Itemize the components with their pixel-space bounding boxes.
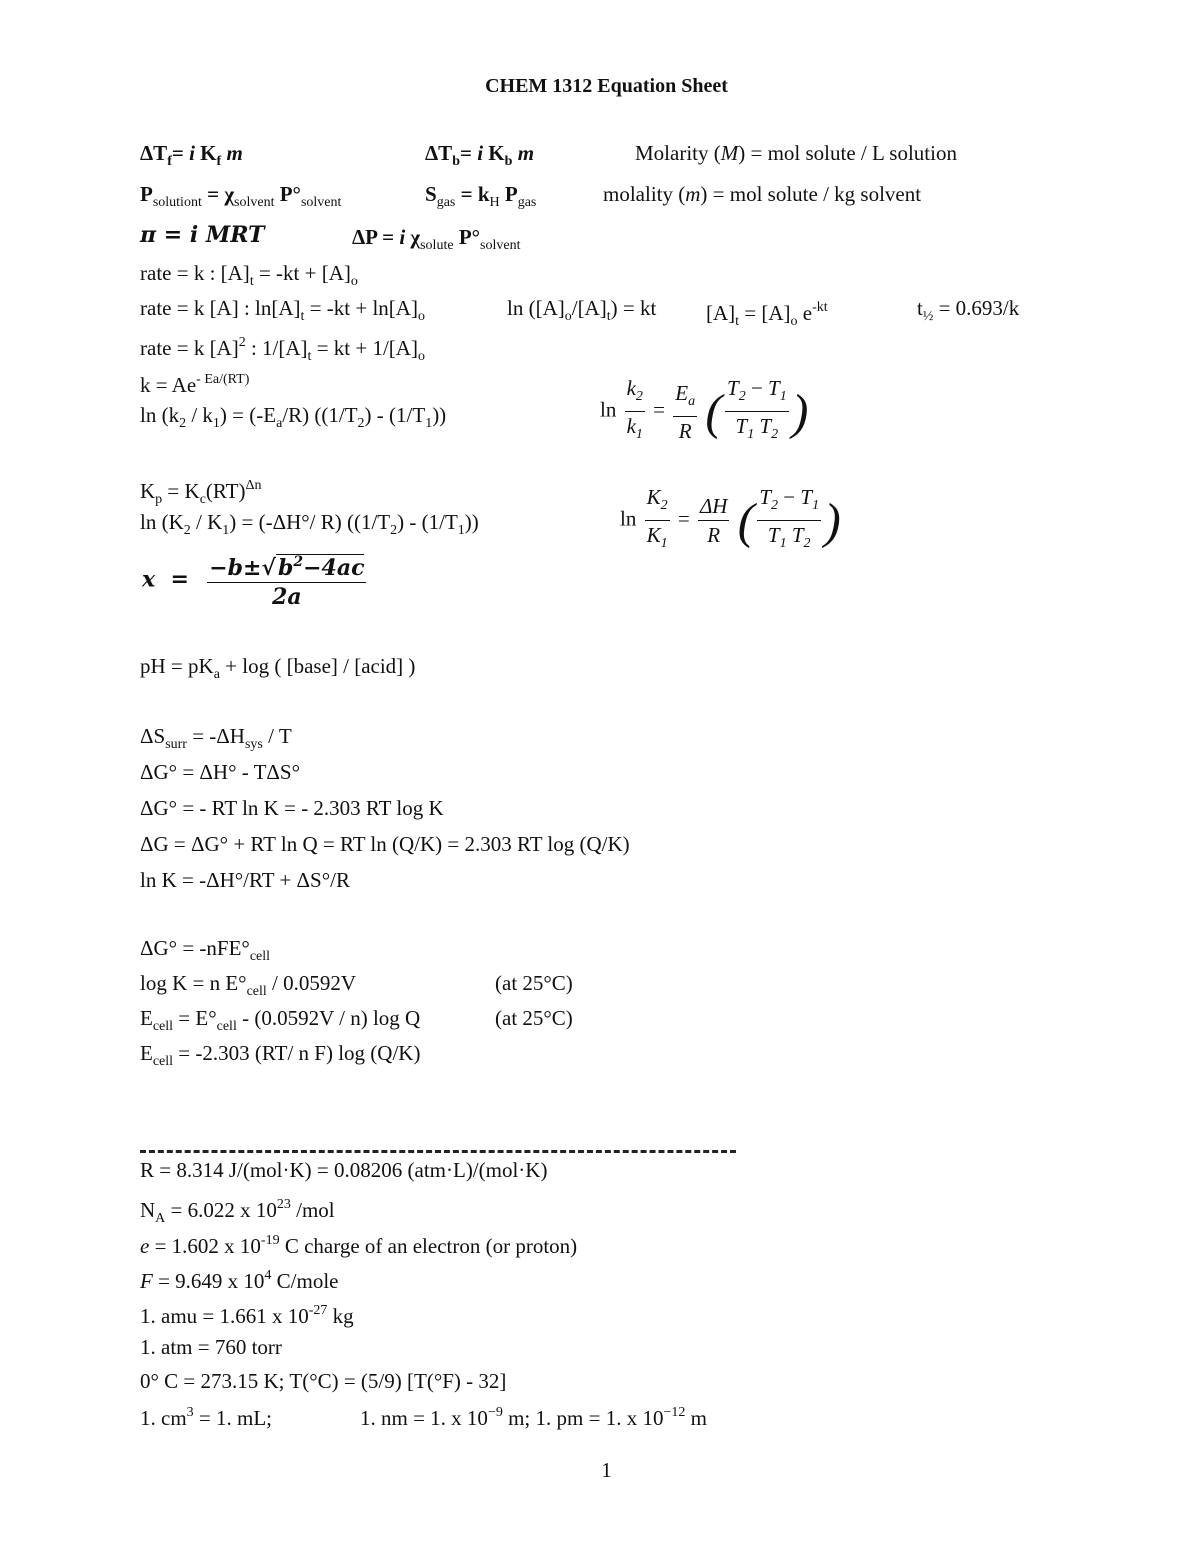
gibbs-reaction-quotient: ΔG = ΔG° + RT ln Q = RT ln (Q/K) = 2.303 RT log (Q/K) <box>140 832 630 856</box>
arrhenius-two-point: $\ln (k_2 / k_1) = (-E_a/R)$ $((1/T_2) - (1/T_1))$ <box>140 403 447 431</box>
faraday-constant: F = 9.649 x $10^4$ C/mole <box>140 1268 339 1293</box>
volume-length-conversions: 1. $cm^3 = 1$. mL; <box>140 1405 272 1430</box>
vant-hoff-equation: $\ln (K_2 / K_1) = (-\Delta H^\circ/$ R) $((1/T_2) - (1/T_1))$ <box>140 510 479 538</box>
ln-k-thermo: ln K = -ΔH°/RT + ΔS°/R <box>140 868 350 892</box>
zero-order-rate-law: rate = k : $[A]_t = -kt + [A]_o$ <box>140 261 358 289</box>
page-number: 1 <box>601 1458 612 1482</box>
temperature-conversion: 0° C = 273.15 K; T(°C) = (5/9) [T(°F) - 32] <box>140 1369 507 1393</box>
section-divider <box>140 1150 736 1153</box>
first-order-log-ratio: $\ln ([A]_o/[A]_t)$ = kt <box>507 296 657 324</box>
arrhenius-fraction-formula: ln $\frac{k_2}{k_1}$ = $\frac{E_a}{R}$ ( $\frac{T_2 - T_1}{T_1 T_2}$ ) <box>600 376 809 443</box>
gibbs-free-energy: ΔG° = ΔH° - TΔS° <box>140 760 301 784</box>
nernst-general: $E_{cell} = -2.303$ (RT/ n F) log (Q/K) <box>140 1041 421 1069</box>
gas-constant: R = 8.314 J/(mol·K) = 0.08206 (atm·L)/(mol·K) <box>140 1158 548 1182</box>
vapor-pressure-lowering: ΔP = i $\chi_{solute}$ $P^\circ_{solvent}$ <box>352 225 521 253</box>
freezing-point-depression: $\Delta T_f= i$ $K_f$ m <box>140 141 243 169</box>
gibbs-cell-potential: $\Delta G^\circ = -nFE^\circ_{cell}$ <box>140 936 271 964</box>
vant-hoff-fraction-formula: ln $\frac{K_2}{K_1}$ = $\frac{\Delta H}{R}$ ( $\frac{T_2 - T_1}{T_1 T_2}$ ) <box>620 485 841 551</box>
osmotic-pressure: π = i MRT <box>140 222 265 248</box>
nernst-equation: $E_{cell} = E^\circ_{cell} - (0.0592V / n)$ log Q <box>140 1006 421 1034</box>
molality-definition: molality (m) = mol solute / kg solvent <box>603 182 922 206</box>
arrhenius-equation: $k = Ae^{- Ea/(RT)}$ <box>140 372 250 397</box>
molarity-definition: Molarity (M) = mol solute / L solution <box>635 141 957 165</box>
boiling-point-elevation: $\Delta T_b= i$ $K_b$ m <box>425 141 535 169</box>
elementary-charge: e = 1.602 x $10^{-19}$ C charge of an electron (or proton) <box>140 1233 578 1258</box>
entropy-surroundings: $\Delta S_{surr} = -\Delta H_{sys} / T$ <box>140 724 292 752</box>
temperature-note-2: (at 25°C) <box>495 1006 573 1030</box>
quadratic-formula: x = $\frac{-b\pm√b^2-4ac}{2a}$ <box>142 550 369 609</box>
henderson-hasselbalch: pH = $pK_a + \log$ ( [base] / [acid] ) <box>140 654 416 682</box>
log-k-cell-potential: log K = n $E^\circ_{cell} / 0.0592V$ <box>140 971 357 999</box>
half-life: $t_{\frac{1}{2}} = 0.693/k$ <box>917 296 1020 324</box>
first-order-exponential: $[A]_t = [A]_o$ $e^{-kt}$ <box>706 300 828 329</box>
avogadro-number: $N_A = 6.022$ x $10^{23}$ /mol <box>140 1197 335 1226</box>
atomic-mass-unit: 1. amu = 1.661 x $10^{-27}$ kg <box>140 1303 354 1328</box>
first-order-rate-law: rate = k [A] : $\ln[A]_t = -kt + \ln[A]_o$ <box>140 296 425 324</box>
page-title: CHEM 1312 Equation Sheet <box>485 75 728 97</box>
second-order-rate-law: rate = k $[A]^2$ : $1/[A]_t$ = kt + $1/[A]_o$ <box>140 335 425 364</box>
temperature-note-1: (at 25°C) <box>495 971 573 995</box>
henrys-law: $S_{gas} = k_H$ $P_{gas}$ <box>425 182 537 210</box>
gibbs-equilibrium-constant: ΔG° = - RT ln K = - 2.303 RT log K <box>140 796 444 820</box>
length-conversions: 1. nm = 1. x $10^{-9}$ m; 1. pm = 1. x $10^{-12}$ m <box>360 1405 707 1430</box>
raoults-law: $P_{solutiont} = \chi_{solvent}$ $P^\circ_{solvent}$ <box>140 182 342 210</box>
atm-torr: 1. atm = 760 torr <box>140 1335 282 1359</box>
kp-kc-relation: $K_p = K_c(RT)^{\Delta n}$ <box>140 478 262 507</box>
